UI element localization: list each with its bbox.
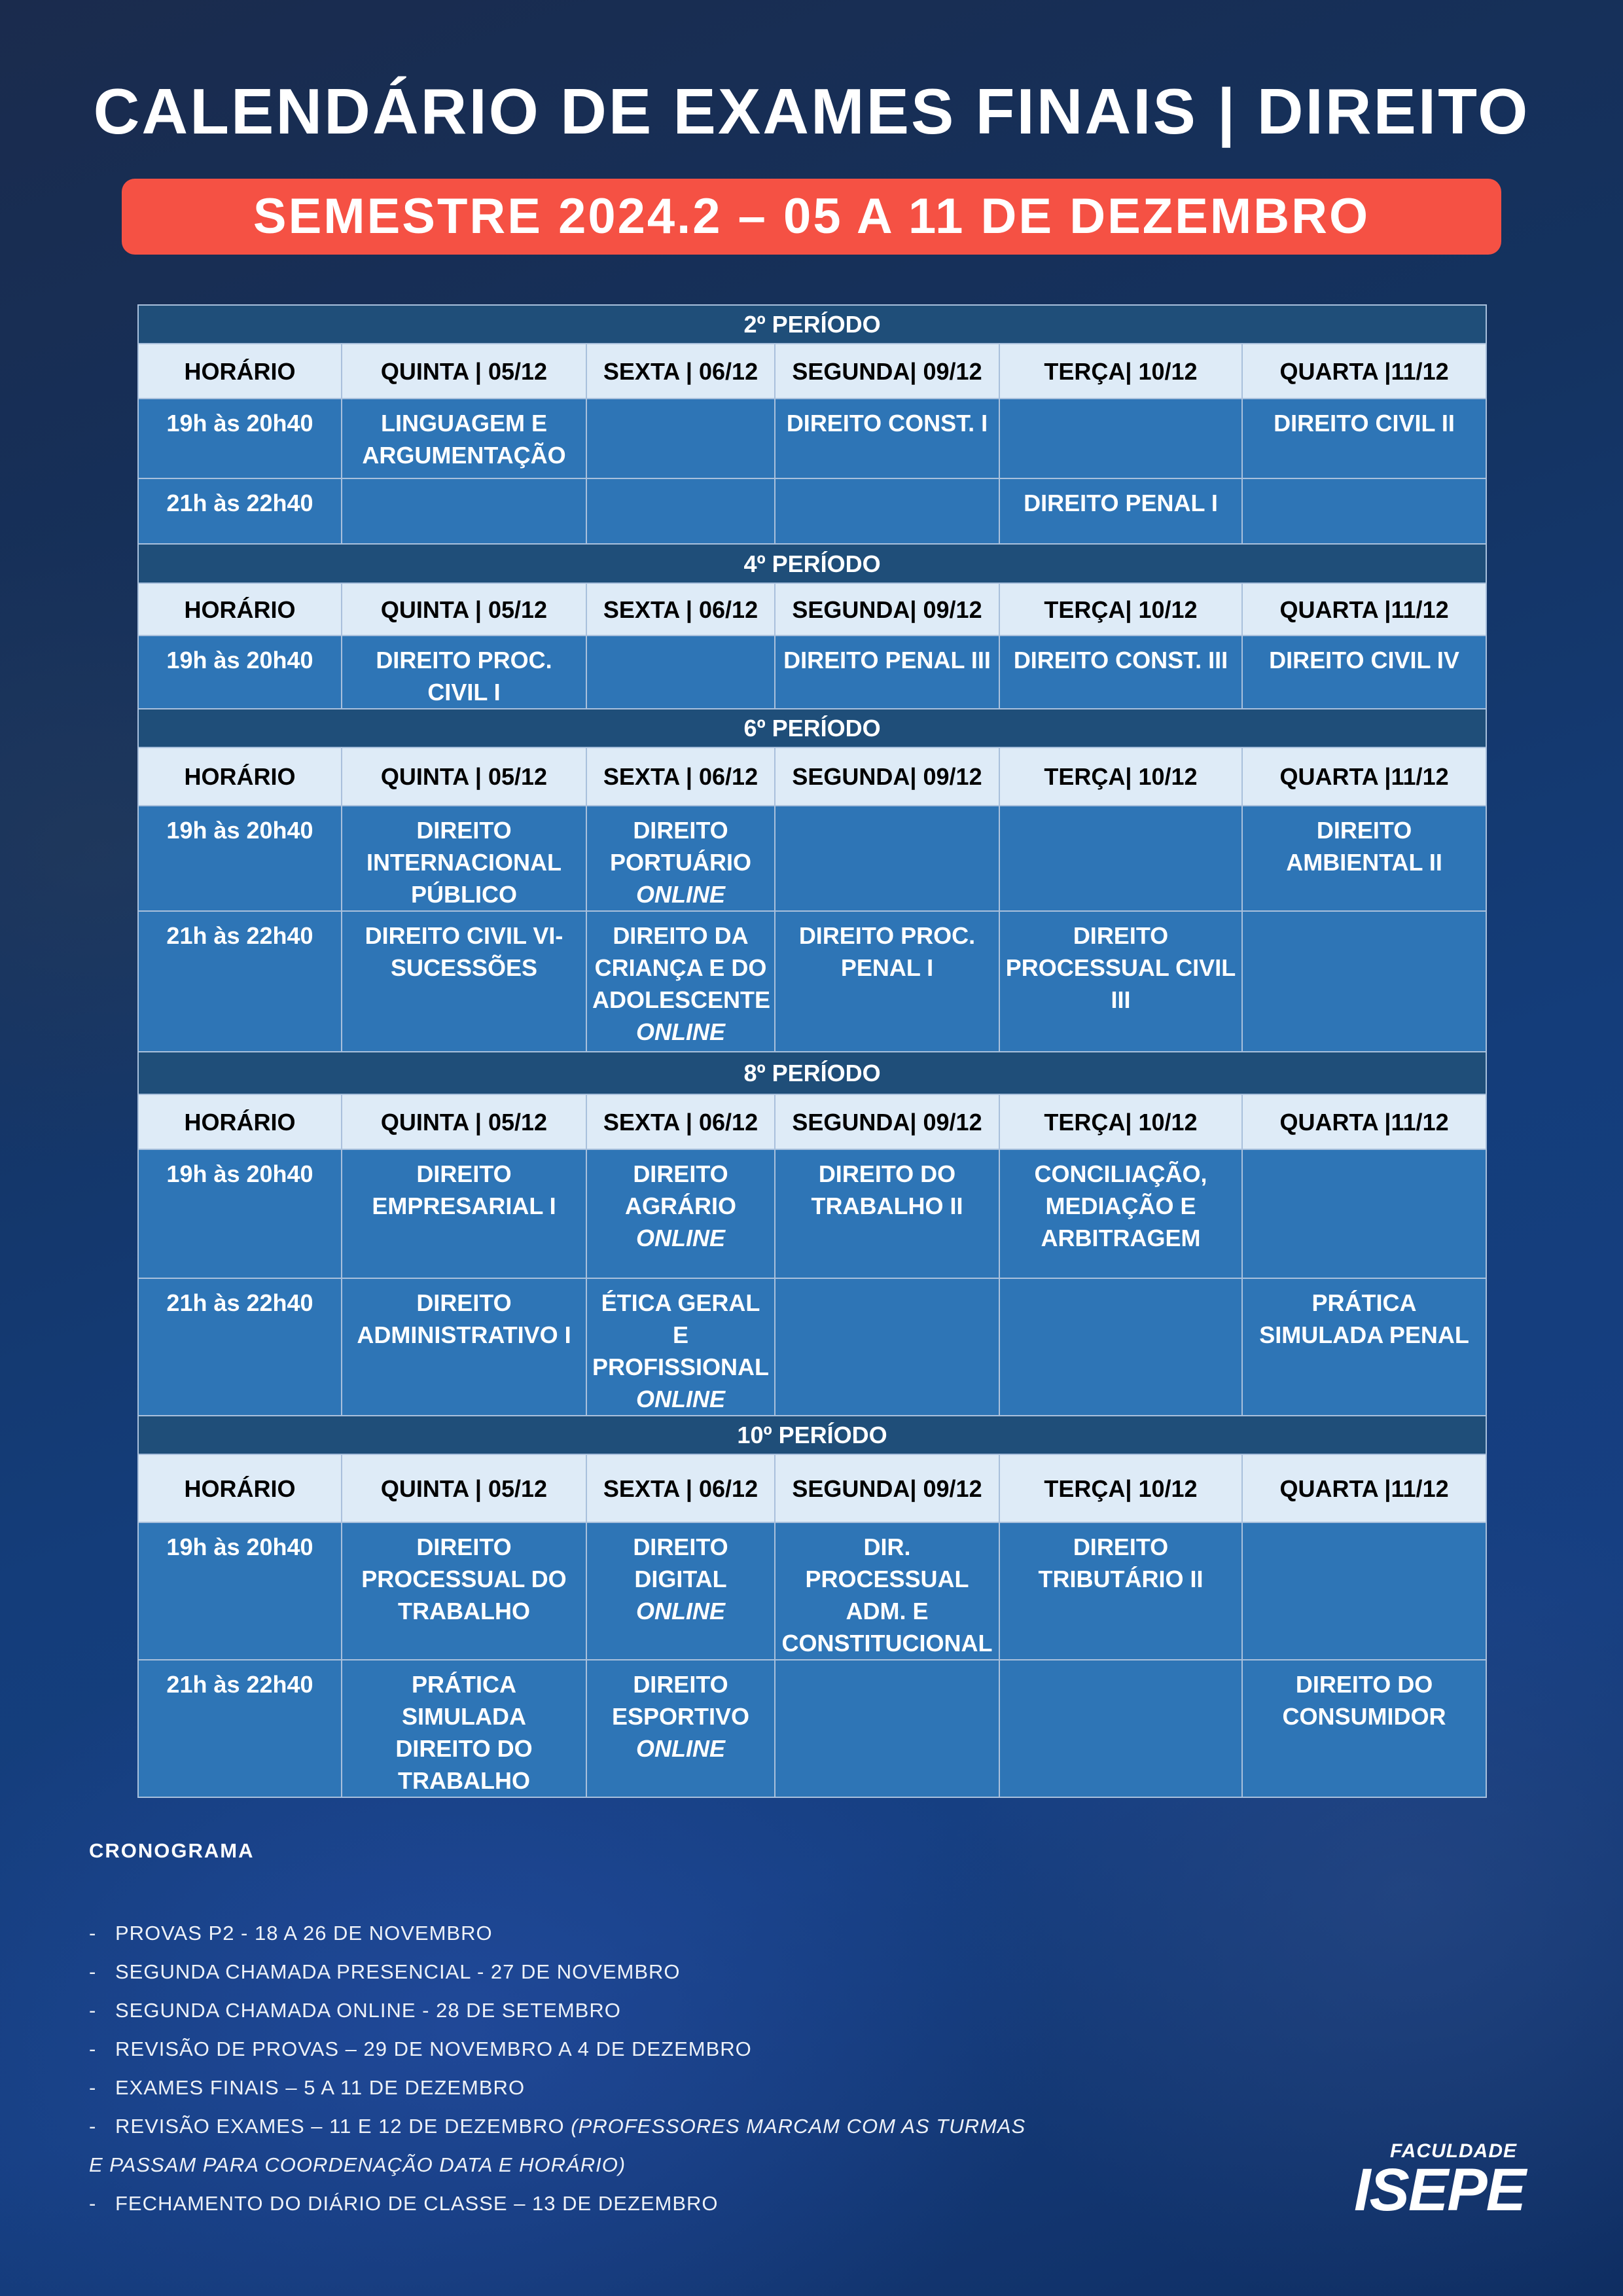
exam-cell-line: PROCESSUAL DO: [361, 1566, 567, 1592]
cronograma-item-text: EXAMES FINAIS – 5 A 11 DE DEZEMBRO: [115, 2076, 526, 2099]
exam-cell: [1242, 399, 1486, 478]
exam-cell: [342, 1660, 586, 1797]
exam-cell-line: TRABALHO: [398, 1598, 530, 1624]
exam-cell: [342, 806, 586, 911]
logo-isepe-text: ISEPE: [1353, 2157, 1525, 2223]
column-header: HORÁRIO: [138, 1094, 342, 1149]
exam-cell: [342, 911, 586, 1052]
exam-cell: [775, 806, 999, 911]
column-header: HORÁRIO: [138, 747, 342, 806]
exam-cell: [1242, 1278, 1486, 1416]
bullet-dash: -: [89, 1999, 97, 2022]
bullet-dash: -: [89, 1922, 97, 1945]
exam-cell-line: SUCESSÕES: [390, 954, 538, 981]
exam-cell: [1242, 1660, 1486, 1797]
exam-cell-line: PROCESSUAL CIVIL: [1005, 954, 1236, 981]
column-header: QUINTA | 05/12: [342, 344, 586, 399]
exam-cell-line: ONLINE: [635, 1386, 725, 1412]
exam-cell: [586, 478, 775, 544]
period-row: [138, 709, 1486, 747]
cronograma-item-text: FECHAMENTO DO DIÁRIO DE CLASSE – 13 DE DEZEMBRO: [115, 2192, 719, 2215]
time-cell: 19h às 20h40: [138, 1149, 342, 1278]
exam-cell: [1242, 1149, 1486, 1278]
table-row: [138, 911, 1486, 1052]
exam-cell: [342, 636, 586, 709]
exam-cell-line: CRIANÇA E DO: [594, 954, 767, 981]
exam-cell-line: DIREITO CONST. I: [786, 410, 988, 437]
column-header: TERÇA| 10/12: [999, 583, 1242, 636]
exam-cell-line: DIREITO: [1316, 817, 1412, 844]
exam-cell: [999, 1278, 1242, 1416]
cronograma-item-text: PROVAS P2 - 18 A 26 DE NOVEMBRO: [115, 1922, 493, 1945]
column-header: HORÁRIO: [138, 1454, 342, 1522]
table-row: [138, 1278, 1486, 1416]
exam-cell-line: MEDIAÇÃO E: [1045, 1193, 1196, 1219]
exam-cell-line: TRIBUTÁRIO II: [1038, 1566, 1204, 1592]
exam-cell-line: PRÁTICA: [1311, 1289, 1417, 1316]
column-header: QUARTA |11/12: [1242, 583, 1486, 636]
time-cell: 19h às 20h40: [138, 1522, 342, 1660]
cronograma-item: [89, 1991, 1110, 2030]
exam-cell: [999, 1660, 1242, 1797]
column-header: TERÇA| 10/12: [999, 1454, 1242, 1522]
exam-cell: [775, 636, 999, 709]
exam-cell: [586, 636, 775, 709]
exam-cell-line: DIGITAL: [634, 1566, 727, 1592]
exam-cell-line: DIREITO PENAL I: [1024, 490, 1218, 516]
time-cell: 19h às 20h40: [138, 636, 342, 709]
exam-cell: [342, 1278, 586, 1416]
header-row: [138, 583, 1486, 636]
exam-cell-line: SIMULADA PENAL: [1259, 1321, 1469, 1348]
page-title: CALENDÁRIO DE EXAMES FINAIS | DIREITO: [93, 75, 1530, 147]
period-label: 2º PERÍODO: [138, 305, 1486, 344]
exam-cell: [999, 1522, 1242, 1660]
cronograma-item: [89, 2184, 1110, 2223]
exam-cell: [775, 478, 999, 544]
exam-cell: [999, 478, 1242, 544]
cronograma-item-text: SEGUNDA CHAMADA PRESENCIAL - 27 DE NOVEMBRO: [115, 1960, 681, 1983]
exam-cell-line: TRABALHO II: [811, 1193, 963, 1219]
exam-cell: [775, 1149, 999, 1278]
exam-cell-line: DIR. PROCESSUAL: [805, 1534, 969, 1592]
exam-cell: [1242, 478, 1486, 544]
exam-cell-line: DIREITO: [633, 817, 728, 844]
column-header: QUINTA | 05/12: [342, 747, 586, 806]
column-header: SEXTA | 06/12: [586, 344, 775, 399]
cronograma-item: [89, 2030, 1110, 2068]
logo-faculdade-text: FACULDADE: [1390, 2140, 1517, 2162]
exam-cell-line: DIREITO: [416, 1289, 512, 1316]
exam-cell: [342, 478, 586, 544]
period-row: [138, 305, 1486, 344]
period-row: [138, 1416, 1486, 1454]
cronograma-item-note: E PASSAM PARA COORDENAÇÃO DATA E HORÁRIO): [89, 2153, 626, 2176]
bullet-dash: -: [89, 2115, 97, 2138]
header-row: [138, 1454, 1486, 1522]
column-header: QUINTA | 05/12: [342, 1094, 586, 1149]
exam-cell-line: DIREITO PROC.: [798, 922, 976, 949]
exam-cell-line: ONLINE: [635, 881, 725, 908]
exam-cell-line: EMPRESARIAL I: [372, 1193, 556, 1219]
exam-cell-line: INTERNACIONAL: [366, 849, 562, 876]
exam-cell-line: ÉTICA GERAL E: [601, 1289, 760, 1348]
exam-cell: [586, 1278, 775, 1416]
column-header: SEGUNDA| 09/12: [775, 344, 999, 399]
exam-schedule-table: [137, 304, 1487, 1798]
exam-cell-line: DIREITO DO: [818, 1160, 956, 1187]
exam-cell-line: DIREITO CIVIL IV: [1269, 647, 1459, 673]
period-row: [138, 544, 1486, 583]
exam-cell-line: TRABALHO: [398, 1767, 530, 1794]
exam-cell: [586, 1149, 775, 1278]
column-header: QUARTA |11/12: [1242, 1454, 1486, 1522]
column-header: QUARTA |11/12: [1242, 1094, 1486, 1149]
exam-cell-line: DIREITO: [416, 1160, 512, 1187]
exam-cell-line: LINGUAGEM E: [380, 410, 547, 437]
bullet-dash: -: [89, 2037, 97, 2060]
exam-cell: [999, 911, 1242, 1052]
table-row: [138, 1149, 1486, 1278]
exam-cell-line: CONSUMIDOR: [1282, 1703, 1446, 1730]
exam-cell-line: DIREITO: [416, 1534, 512, 1560]
cronograma-item: [89, 2068, 1110, 2107]
exam-cell: [586, 1522, 775, 1660]
exam-cell-line: AGRÁRIO: [625, 1193, 736, 1219]
column-header: TERÇA| 10/12: [999, 344, 1242, 399]
exam-cell-line: DIREITO: [633, 1671, 728, 1698]
column-header: QUARTA |11/12: [1242, 344, 1486, 399]
exam-cell-line: PORTUÁRIO: [610, 849, 751, 876]
exam-cell-line: CONCILIAÇÃO,: [1034, 1160, 1207, 1187]
exam-cell-line: SIMULADA: [402, 1703, 526, 1730]
exam-cell-line: ADOLESCENTE: [592, 986, 771, 1013]
cronograma-title: CRONOGRAMA: [89, 1839, 255, 1862]
column-header: TERÇA| 10/12: [999, 747, 1242, 806]
exam-cell: [775, 1278, 999, 1416]
exam-cell-line: DIREITO CIVIL VI-: [365, 922, 563, 949]
exam-cell-line: ADMINISTRATIVO I: [357, 1321, 571, 1348]
exam-cell: [1242, 911, 1486, 1052]
exam-cell: [999, 806, 1242, 911]
column-header: SEXTA | 06/12: [586, 747, 775, 806]
column-header: SEXTA | 06/12: [586, 583, 775, 636]
period-row: [138, 1052, 1486, 1094]
header-row: [138, 344, 1486, 399]
exam-cell-line: PENAL I: [840, 954, 934, 981]
cronograma-list: [89, 1914, 1110, 2223]
exam-cell-line: PÚBLICO: [411, 881, 517, 908]
table-row: [138, 806, 1486, 911]
period-label: 10º PERÍODO: [138, 1416, 1486, 1454]
time-cell: 21h às 22h40: [138, 1660, 342, 1797]
column-header: HORÁRIO: [138, 344, 342, 399]
column-header: TERÇA| 10/12: [999, 1094, 1242, 1149]
header-row: [138, 747, 1486, 806]
period-label: 4º PERÍODO: [138, 544, 1486, 583]
exam-cell-line: DIREITO DO: [1295, 1671, 1433, 1698]
exam-cell-line: ONLINE: [635, 1598, 725, 1624]
column-header: SEGUNDA| 09/12: [775, 1094, 999, 1149]
exam-cell: [999, 1149, 1242, 1278]
time-cell: 21h às 22h40: [138, 1278, 342, 1416]
cronograma-item-text: REVISÃO EXAMES – 11 E 12 DE DEZEMBRO: [115, 2115, 571, 2138]
exam-cell: [586, 1660, 775, 1797]
period-label: 8º PERÍODO: [138, 1052, 1486, 1094]
column-header: HORÁRIO: [138, 583, 342, 636]
exam-cell-line: ARBITRAGEM: [1041, 1225, 1201, 1251]
table-row: [138, 1522, 1486, 1660]
exam-cell-line: DIREITO: [416, 817, 512, 844]
exam-cell-line: ONLINE: [635, 1735, 725, 1762]
cronograma-item: [89, 2145, 1110, 2184]
exam-cell: [999, 399, 1242, 478]
exam-cell-line: ARGUMENTAÇÃO: [362, 442, 566, 469]
exam-cell-line: PROFISSIONAL: [592, 1354, 770, 1380]
exam-cell: [586, 806, 775, 911]
exam-cell-line: ONLINE: [635, 1018, 725, 1045]
exam-cell-line: DIREITO PROC.: [376, 647, 552, 673]
cronograma-item-text: REVISÃO DE PROVAS – 29 DE NOVEMBRO A 4 DE DEZEMBRO: [115, 2037, 752, 2060]
exam-cell-line: DIREITO CONST. III: [1013, 647, 1228, 673]
exam-cell-line: PRÁTICA: [412, 1671, 516, 1698]
exam-cell: [775, 1522, 999, 1660]
exam-cell: [342, 1522, 586, 1660]
time-cell: 21h às 22h40: [138, 911, 342, 1052]
exam-cell: [775, 1660, 999, 1797]
exam-cell-line: DIREITO: [633, 1160, 728, 1187]
exam-cell-line: DIREITO: [633, 1534, 728, 1560]
table-row: [138, 399, 1486, 478]
period-label: 6º PERÍODO: [138, 709, 1486, 747]
table-row: [138, 478, 1486, 544]
exam-cell: [586, 911, 775, 1052]
cronograma-item-text: SEGUNDA CHAMADA ONLINE - 28 DE SETEMBRO: [115, 1999, 621, 2022]
exam-cell-line: CIVIL I: [427, 679, 501, 706]
cronograma-item: [89, 1914, 1110, 1952]
cronograma-item: [89, 1952, 1110, 1991]
exam-cell: [999, 636, 1242, 709]
exam-cell: [775, 911, 999, 1052]
exam-cell: [342, 1149, 586, 1278]
cronograma-item: [89, 2107, 1110, 2145]
time-cell: 19h às 20h40: [138, 806, 342, 911]
column-header: QUINTA | 05/12: [342, 583, 586, 636]
table-row: [138, 1660, 1486, 1797]
exam-cell: [586, 399, 775, 478]
column-header: SEGUNDA| 09/12: [775, 583, 999, 636]
column-header: SEGUNDA| 09/12: [775, 1454, 999, 1522]
exam-cell-line: DIREITO: [1073, 922, 1169, 949]
exam-cell-line: DIREITO PENAL III: [783, 647, 991, 673]
table-row: [138, 636, 1486, 709]
exam-cell: [1242, 636, 1486, 709]
exam-cell-line: ONLINE: [635, 1225, 725, 1251]
exam-cell-line: DIREITO DA: [613, 922, 749, 949]
exam-cell-line: AMBIENTAL II: [1286, 849, 1442, 876]
column-header: SEGUNDA| 09/12: [775, 747, 999, 806]
exam-cell-line: DIREITO DO: [395, 1735, 533, 1762]
column-header: SEXTA | 06/12: [586, 1454, 775, 1522]
exam-cell: [1242, 806, 1486, 911]
column-header: SEXTA | 06/12: [586, 1094, 775, 1149]
exam-cell: [1242, 1522, 1486, 1660]
bullet-dash: -: [89, 1960, 97, 1983]
exam-cell: [342, 399, 586, 478]
column-header: QUINTA | 05/12: [342, 1454, 586, 1522]
column-header: QUARTA |11/12: [1242, 747, 1486, 806]
exam-cell: [775, 399, 999, 478]
exam-cell-line: ESPORTIVO: [611, 1703, 750, 1730]
semester-banner: SEMESTRE 2024.2 – 05 A 11 DE DEZEMBRO: [122, 179, 1501, 255]
exam-cell-line: ADM. E: [846, 1598, 929, 1624]
time-cell: 19h às 20h40: [138, 399, 342, 478]
isepe-logo: [1315, 2140, 1525, 2232]
exam-cell-line: DIREITO CIVIL II: [1274, 410, 1455, 437]
exam-cell-line: III: [1111, 986, 1131, 1013]
bullet-dash: -: [89, 2076, 97, 2099]
bullet-dash: -: [89, 2192, 97, 2215]
exam-cell-line: CONSTITUCIONAL: [781, 1630, 993, 1657]
cronograma-item-note: (PROFESSORES MARCAM COM AS TURMAS: [571, 2115, 1026, 2138]
exam-cell-line: DIREITO: [1073, 1534, 1169, 1560]
header-row: [138, 1094, 1486, 1149]
time-cell: 21h às 22h40: [138, 478, 342, 544]
